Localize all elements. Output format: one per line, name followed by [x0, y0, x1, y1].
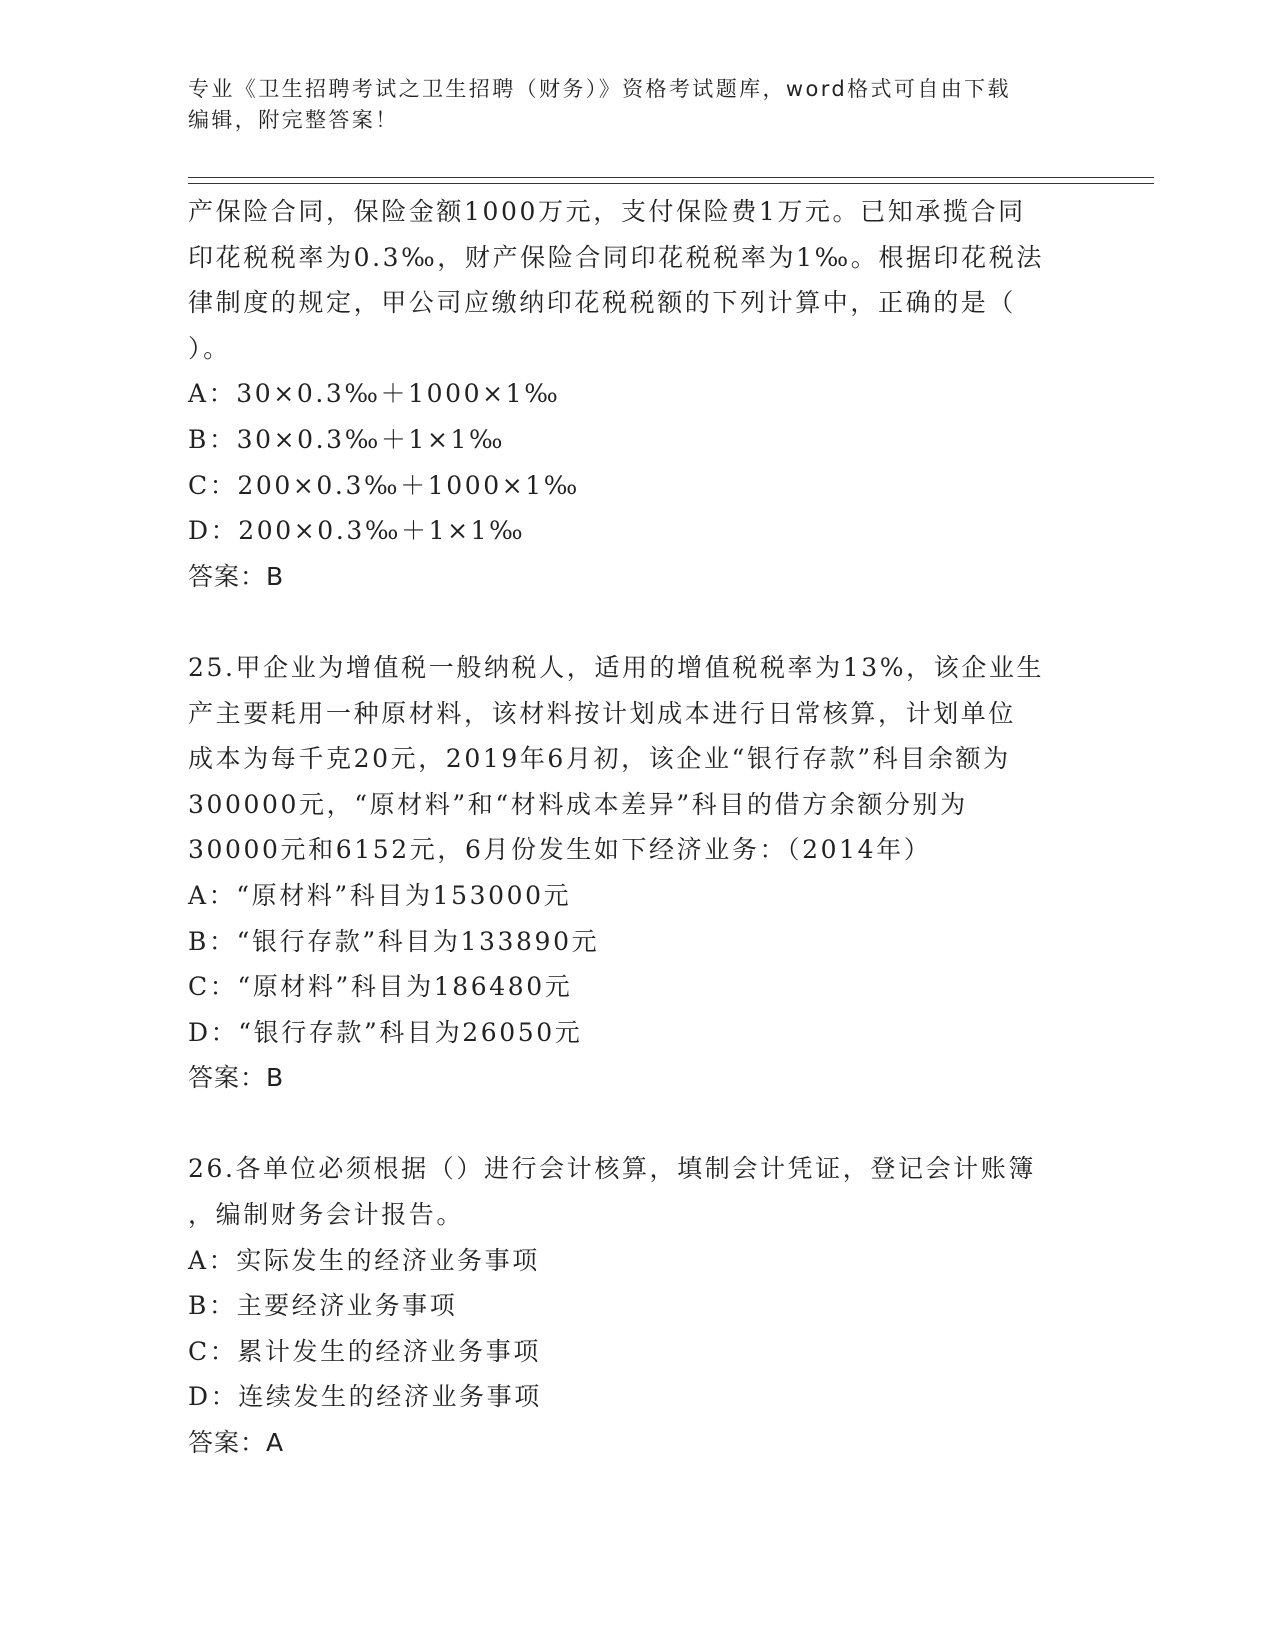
spacer — [188, 1101, 1088, 1147]
question-24 — [188, 189, 1088, 599]
header-line-1: 专业《卫生招聘考试之卫生招聘（财务）》资格考试题库，word格式可自由下载 — [188, 77, 1011, 101]
option-b: B：主要经济业务事项 — [188, 1291, 458, 1321]
option-a: A：实际发生的经济业务事项 — [188, 1245, 540, 1275]
option-c: C：“原材料”科目为186480元 — [188, 972, 573, 1002]
option-a: A：30×0.3‰＋1000×1‰ — [188, 379, 561, 409]
question-stem-line: ）。 — [188, 333, 231, 363]
option-d: D：200×0.3‰＋1×1‰ — [188, 516, 526, 546]
document-header — [188, 74, 1068, 136]
question-26 — [188, 1146, 1088, 1465]
document-body — [188, 189, 1088, 1466]
header-divider-top — [188, 177, 1154, 178]
question-stem-line: 25.甲企业为增值税一般纳税人，适用的增值税税率为13%，该企业生 — [188, 652, 1045, 682]
question-stem-line: 成本为每千克20元，2019年6月初，该企业“银行存款”科目余额为 — [188, 744, 1011, 774]
option-a: A：“原材料”科目为153000元 — [188, 880, 572, 910]
option-d: D：连续发生的经济业务事项 — [188, 1382, 542, 1412]
question-25 — [188, 645, 1088, 1101]
question-stem-line: 律制度的规定，甲公司应缴纳印花税税额的下列计算中，正确的是（ — [188, 288, 1017, 318]
header-divider-bottom — [188, 183, 1154, 184]
spacer — [188, 599, 1088, 645]
answer-label: 答案：B — [188, 1063, 285, 1093]
question-stem-line: 26.各单位必须根据（）进行会计核算，填制会计凭证，登记会计账簿 — [188, 1154, 1036, 1184]
option-d: D：“银行存款”科目为26050元 — [188, 1017, 583, 1047]
answer-label: 答案：A — [188, 1428, 285, 1458]
answer-label: 答案：B — [188, 561, 285, 591]
question-stem-line: ，编制财务会计报告。 — [188, 1200, 465, 1230]
question-stem-line: 产主要耗用一种原材料，该材料按计划成本进行日常核算，计划单位 — [188, 698, 1017, 728]
option-c: C：累计发生的经济业务事项 — [188, 1336, 541, 1366]
question-stem-line: 产保险合同，保险金额1000万元，支付保险费1万元。已知承揽合同 — [188, 197, 1026, 226]
option-c: C：200×0.3‰＋1000×1‰ — [188, 470, 580, 500]
option-b: B：30×0.3‰＋1×1‰ — [188, 424, 506, 454]
question-stem-line: 印花税税率为0.3‰，财产保险合同印花税税率为1‰。根据印花税法 — [188, 242, 1044, 272]
question-stem-line: 30000元和6152元，6月份发生如下经济业务：（2014年） — [188, 835, 932, 865]
question-stem-line: 300000元，“原材料”和“材料成本差异”科目的借方余额分别为 — [188, 789, 968, 819]
header-line-2: 编辑，附完整答案！ — [188, 108, 399, 132]
option-b: B：“银行存款”科目为133890元 — [188, 926, 600, 956]
